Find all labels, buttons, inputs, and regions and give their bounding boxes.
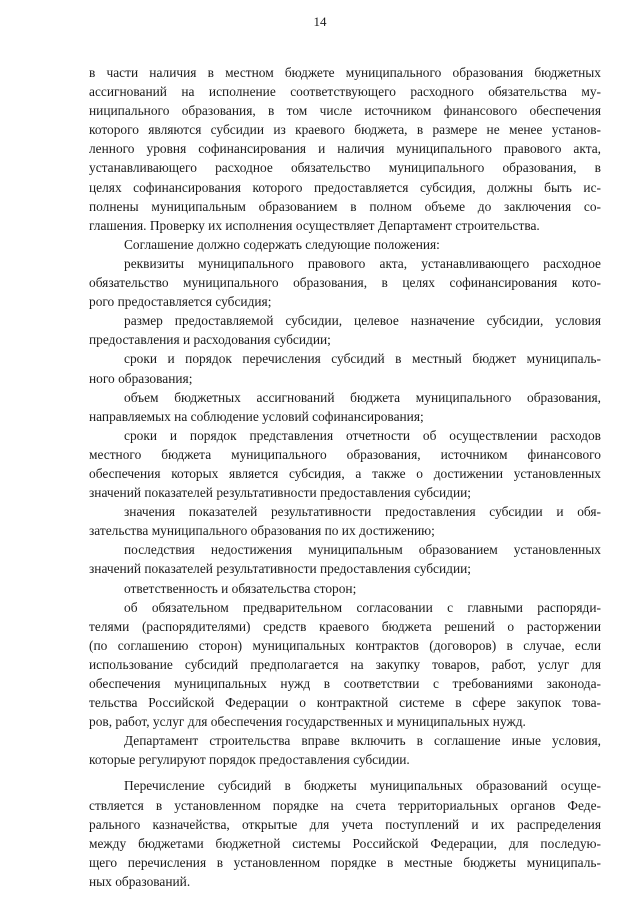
text-line: которого являются субсидии из краевого бюджета, в размере не менее установ- (89, 122, 601, 138)
text-line: устанавливающего расходное обязательство муниципального образования, в (89, 160, 601, 176)
text-line: ответственность и обязательства сторон; (124, 580, 357, 596)
paragraph-gap (89, 769, 601, 776)
text-line: размер предоставляемой субсидии, целевое назначение субсидии, условия (124, 313, 601, 329)
text-line: последствия недостижения муниципальным образованием установленных (124, 542, 601, 558)
text-line: Перечисление субсидий в бюджеты муниципальных образований осуще- (124, 778, 601, 794)
text-line: направляемых на соблюдение условий софинансирования; (89, 408, 424, 424)
document-body (89, 63, 601, 891)
text-line: ниципального образования, в том числе источником финансового обеспечения (89, 103, 601, 119)
text-line: значений показателей результативности предоставления субсидии; (89, 485, 472, 501)
text-line: сроки и порядок перечисления субсидий в местный бюджет муниципаль- (124, 351, 601, 367)
text-line: глашения. Проверку их исполнения осуществляет Департамент строительства. (89, 217, 540, 233)
text-line: Департамент строительства вправе включить в соглашение иные условия, (124, 733, 601, 749)
text-line: местного бюджета муниципального образования, источником финансового (89, 446, 601, 462)
text-line: использование субсидий предполагается на закупку товаров, работ, услуг для (89, 656, 601, 672)
text-line: сроки и порядок представления отчетности об осуществлении расходов (124, 427, 601, 443)
text-line: обязательство муниципального образования, в целях софинансирования кото- (89, 275, 601, 291)
text-line: зательства муниципального образования по их достижению; (89, 523, 435, 539)
text-line: обеспечения которых является субсидия, а также о достижении установленных (89, 465, 601, 481)
text-line: Соглашение должно содержать следующие положения: (124, 236, 440, 252)
text-line: рого предоставляется субсидия; (89, 294, 272, 310)
text-line: ленного уровня софинансирования и наличия муниципального правового акта, (89, 141, 601, 157)
text-line: ствляется в установленном порядке на счета территориальных органов Феде- (89, 797, 601, 813)
text-line: рального казначейства, открытые для учета поступлений и их распределения (89, 816, 601, 832)
text-line: объем бюджетных ассигнований бюджета муниципального образования, (124, 389, 601, 405)
text-line: между бюджетами бюджетной системы Российской Федерации, для последую- (89, 835, 601, 851)
text-line: ного образования; (89, 370, 193, 386)
text-line: телями (распорядителями) средств краевого бюджета решений о расторжении (89, 618, 601, 634)
text-line: полнены муниципальным образованием в полном объеме до заключения со- (89, 198, 601, 214)
page-number: 14 (313, 14, 327, 29)
text-line: целях софинансирования которого предоставляется субсидия, должны быть ис- (89, 179, 601, 195)
text-line: об обязательном предварительном согласовании с главными распоряди- (124, 599, 601, 615)
text-line: реквизиты муниципального правового акта, устанавливающего расходное (124, 255, 601, 271)
text-line: которые регулируют порядок предоставления субсидии. (89, 752, 410, 768)
text-line: ров, работ, услуг для обеспечения государственных и муниципальных нужд. (89, 714, 526, 730)
text-line: щего перечисления в установленном порядке в местные бюджеты муниципаль- (89, 854, 601, 870)
text-line: значения показателей результативности предоставления субсидии и обя- (124, 504, 601, 520)
text-line: ассигнований на исполнение соответствующего расходного обязательства му- (89, 84, 601, 100)
text-line: в части наличия в местном бюджете муниципального образования бюджетных (89, 65, 601, 80)
text-line: тельства Российской Федерации о контрактной системе в сфере закупок това- (89, 695, 601, 711)
text-line: значений показателей результативности предоставления субсидии; (89, 561, 472, 577)
text-line: (по соглашению сторон) муниципальных контрактов (договоров) в случае, если (89, 637, 601, 653)
text-line: обеспечения муниципальных нужд в соответствии с требованиями законода- (89, 676, 601, 691)
text-line: предоставления и расходования субсидии; (89, 332, 331, 348)
text-line: ных образований. (89, 873, 191, 889)
